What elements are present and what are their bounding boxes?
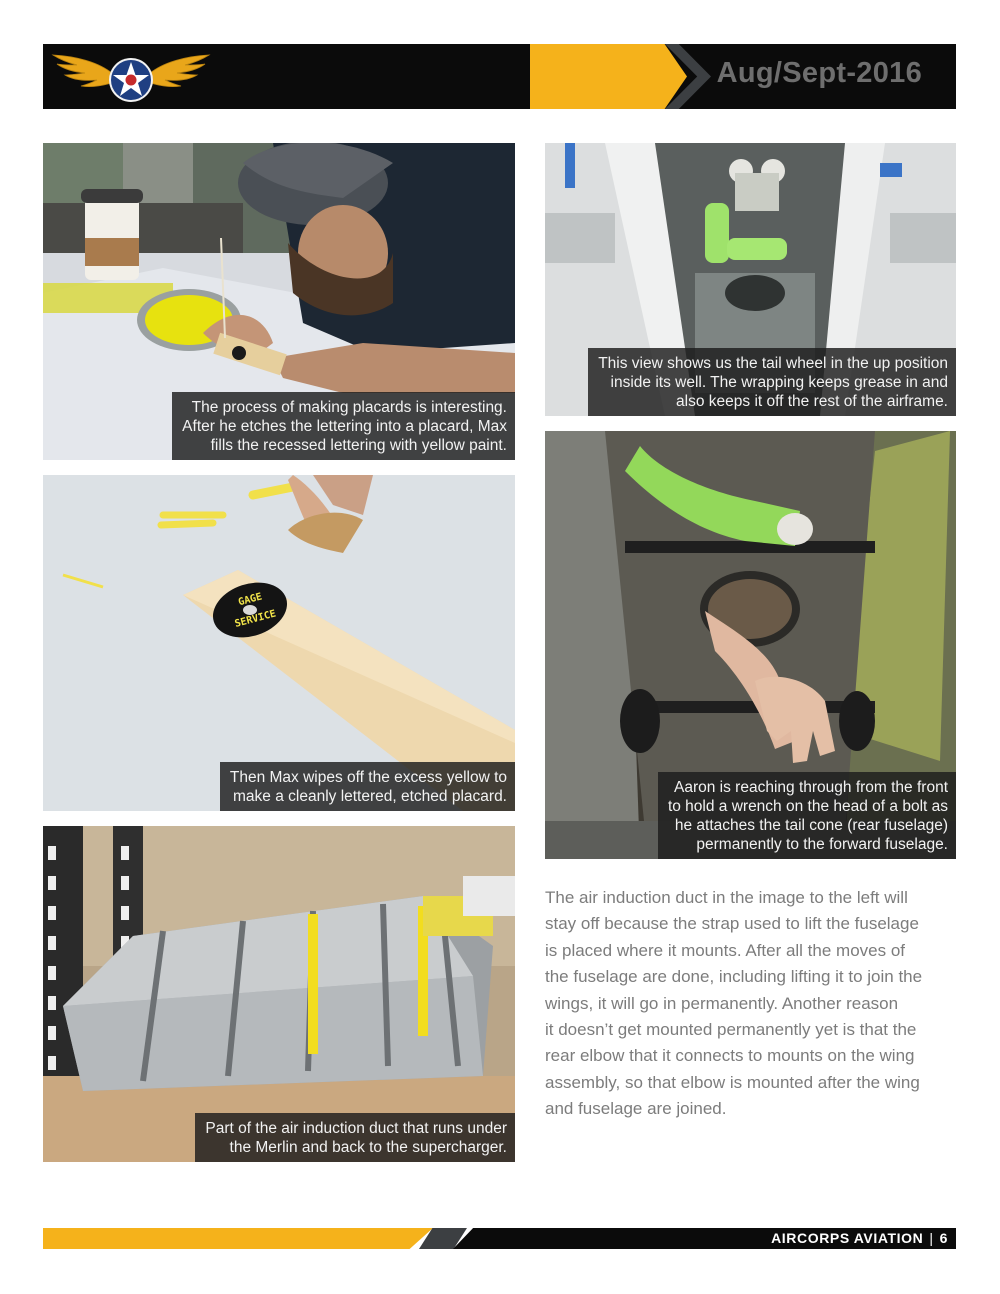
paragraph-line: it doesn’t get mounted permanently yet is that the: [545, 1020, 917, 1040]
air-induction-duct-image: [43, 826, 515, 1162]
wings-star-roundel-icon: [51, 48, 211, 106]
caption-line: Then Max wipes off the excess yellow to: [229, 769, 507, 786]
photo-wiping-placard: [43, 475, 515, 811]
caption-line: he attaches the tail cone (rear fuselage): [674, 817, 948, 834]
footer-yellow-band: [43, 1228, 433, 1249]
caption-line: to hold a wrench on the head of a bolt as: [667, 798, 948, 815]
caption-line: fills the recessed lettering with yellow paint.: [210, 437, 507, 454]
caption-line: make a cleanly lettered, etched placard.: [233, 788, 507, 805]
paragraph-line: assembly, so that elbow is mounted after the wing: [545, 1072, 920, 1092]
paragraph-line: is placed where it mounts. After all the moves of: [545, 940, 906, 960]
caption-air-induction-duct: [195, 1113, 515, 1162]
placard-word: SERVICE: [233, 608, 278, 630]
caption-line: After he etches the lettering into a placard, Max: [182, 418, 507, 435]
caption-placard-etching: [172, 392, 515, 460]
caption-aaron-reaching: [658, 772, 956, 859]
caption-line: inside its well. The wrapping keeps grease in and: [610, 374, 948, 391]
photo-tail-wheel-well: [545, 143, 956, 416]
photo-aaron-reaching: [545, 431, 956, 859]
caption-wiping-placard: [220, 762, 515, 811]
article-paragraph: [545, 885, 956, 1123]
footer-brand: AIRCORPS AVIATION: [771, 1230, 924, 1246]
caption-line: This view shows us the tail wheel in the up position: [598, 355, 948, 372]
footer-separator: |: [929, 1230, 934, 1246]
caption-line: also keeps it off the rest of the airframe.: [676, 393, 948, 410]
paragraph-line: wings, it will go in permanently. Another reason: [545, 993, 899, 1013]
caption-tail-wheel-well: [588, 348, 956, 416]
page-number: 6: [939, 1230, 948, 1246]
placard-word: GAGE: [237, 591, 264, 609]
header-yellow-band: [530, 44, 660, 109]
paragraph-line: and fuselage are joined.: [545, 1099, 727, 1119]
caption-line: the Merlin and back to the supercharger.: [229, 1139, 507, 1156]
caption-line: permanently to the forward fuselage.: [696, 836, 948, 853]
issue-date: Aug/Sept-2016: [716, 57, 922, 89]
caption-line: Part of the air induction duct that runs under: [205, 1120, 507, 1137]
paragraph-line: The air induction duct in the image to the left will: [545, 888, 908, 907]
caption-line: The process of making placards is interesting.: [191, 399, 507, 416]
footer-bar: [43, 1228, 956, 1249]
caption-line: Aaron is reaching through from the front: [674, 779, 948, 796]
photo-placard-etching: [43, 143, 515, 460]
photo-air-induction-duct: [43, 826, 515, 1162]
paragraph-line: rear elbow that it connects to mounts on the wing: [545, 1046, 915, 1066]
footer-label: [771, 1230, 948, 1246]
paragraph-line: the fuselage are done, including lifting it to join the: [545, 967, 923, 987]
wiping-placard-image: [43, 475, 515, 811]
paragraph-line: stay off because the strap used to lift the fuselage: [545, 914, 919, 934]
header-bar: [43, 44, 956, 109]
